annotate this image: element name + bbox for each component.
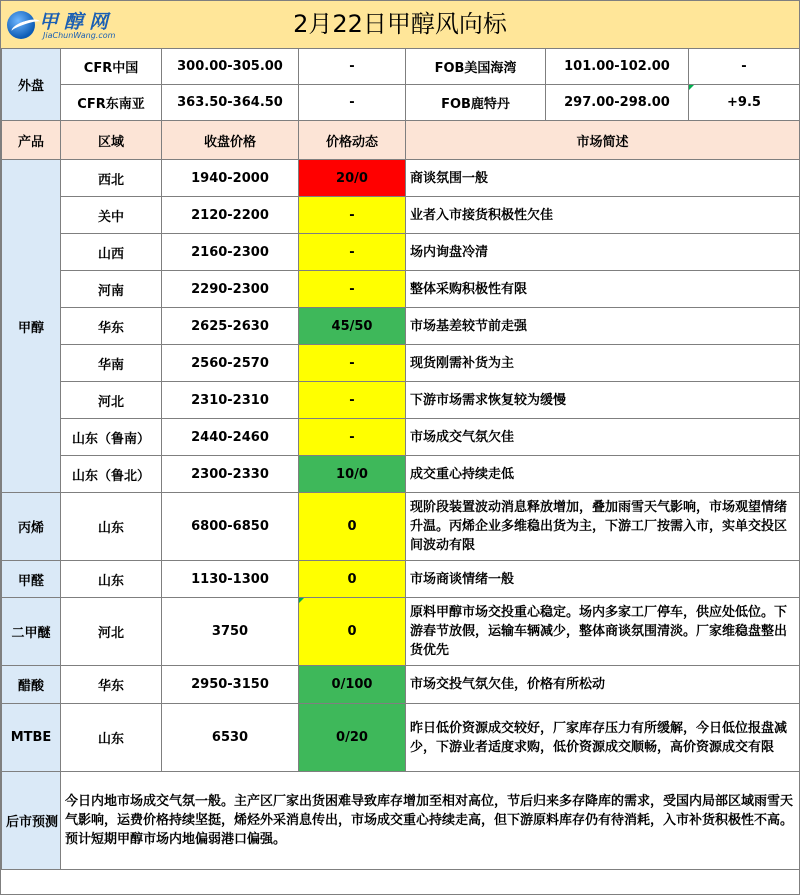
outer-row-2: [2, 85, 800, 121]
region: 华东: [61, 308, 162, 345]
summary: 整体采购积极性有限: [406, 271, 800, 308]
product-name: 二甲醚: [2, 598, 61, 666]
price-change: 0: [299, 493, 406, 561]
outer-left-change: -: [299, 85, 406, 121]
summary: 市场基差较节前走强: [406, 308, 800, 345]
price-change: 45/50: [299, 308, 406, 345]
product-row: [2, 666, 800, 704]
outer-right-price: 297.00-298.00: [546, 85, 689, 121]
price-change: 0/20: [299, 704, 406, 772]
header-row: [2, 121, 800, 160]
price: 2300-2330: [162, 456, 299, 493]
outer-left-name: CFR中国: [61, 49, 162, 85]
outer-row-1: [2, 49, 800, 85]
forecast-row: [2, 772, 800, 870]
methanol-row: [2, 271, 800, 308]
forecast-label: 后市预测: [2, 772, 61, 870]
price-change: -: [299, 382, 406, 419]
summary: 现货刚需补货为主: [406, 345, 800, 382]
region: 河南: [61, 271, 162, 308]
outer-left-price: 363.50-364.50: [162, 85, 299, 121]
summary: 业者入市接货积极性欠佳: [406, 197, 800, 234]
summary: 商谈氛围一般: [406, 160, 800, 197]
region: 河北: [61, 598, 162, 666]
product-row: [2, 493, 800, 561]
outer-right-name: FOB美国海湾: [406, 49, 546, 85]
methanol-row: [2, 197, 800, 234]
region: 山东: [61, 493, 162, 561]
summary: 下游市场需求恢复较为缓慢: [406, 382, 800, 419]
outer-right-price: 101.00-102.00: [546, 49, 689, 85]
region: 山东: [61, 561, 162, 598]
price: 3750: [162, 598, 299, 666]
page-title: 2月22日甲醇风向标: [293, 10, 507, 38]
price: 6530: [162, 704, 299, 772]
price: 2440-2460: [162, 419, 299, 456]
header-region: 区域: [61, 121, 162, 160]
product-name: 甲醛: [2, 561, 61, 598]
price: 6800-6850: [162, 493, 299, 561]
methanol-row: [2, 419, 800, 456]
region: 山东: [61, 704, 162, 772]
outer-left-price: 300.00-305.00: [162, 49, 299, 85]
title-bar: [1, 1, 799, 49]
methanol-row: [2, 382, 800, 419]
price-change: -: [299, 345, 406, 382]
forecast-text: 今日内地市场成交气氛一般。主产区厂家出货困难导致库存增加至相对高位，节后归来多存降库的需求，受国内局部区域雨雪天气影响，运费价格持续坚挺，烯烃外采消息传出，市场成交重心持续走高，但下游原料库存仍有待消耗，入市补货积极性不高。预计短期甲醇市场内地偏弱港口偏强。: [61, 772, 800, 870]
price: 1940-2000: [162, 160, 299, 197]
region: 华东: [61, 666, 162, 704]
price-change: -: [299, 419, 406, 456]
region: 山东（鲁北）: [61, 456, 162, 493]
product-name: 醋酸: [2, 666, 61, 704]
price-change: 10/0: [299, 456, 406, 493]
methanol-row: [2, 345, 800, 382]
region: 山东（鲁南）: [61, 419, 162, 456]
logo-subtitle: JiaChunWang.com: [43, 31, 116, 40]
product-name: MTBE: [2, 704, 61, 772]
summary: 市场商谈情绪一般: [406, 561, 800, 598]
outer-right-change: -: [689, 49, 800, 85]
summary: 成交重心持续走低: [406, 456, 800, 493]
region: 河北: [61, 382, 162, 419]
price-change: -: [299, 271, 406, 308]
price-change: 0: [299, 598, 406, 666]
logo: [5, 5, 125, 45]
methanol-row: [2, 308, 800, 345]
price: 2120-2200: [162, 197, 299, 234]
header-price: 收盘价格: [162, 121, 299, 160]
summary: 原料甲醇市场交投重心稳定。场内多家工厂停车，供应处低位。下游春节放假，运输车辆减少，整体商谈氛围清淡。厂家维稳盘整出货优先: [406, 598, 800, 666]
methanol-row: [2, 234, 800, 271]
header-change: 价格动态: [299, 121, 406, 160]
price-change: -: [299, 197, 406, 234]
price: 2310-2310: [162, 382, 299, 419]
header-product: 产品: [2, 121, 61, 160]
price-change: -: [299, 234, 406, 271]
price: 2290-2300: [162, 271, 299, 308]
product-row: [2, 704, 800, 772]
outer-left-change: -: [299, 49, 406, 85]
price: 2160-2300: [162, 234, 299, 271]
summary: 市场成交气氛欠佳: [406, 419, 800, 456]
price: 2625-2630: [162, 308, 299, 345]
region: 关中: [61, 197, 162, 234]
product-row: [2, 561, 800, 598]
summary: 昨日低价资源成交较好，厂家库存压力有所缓解，今日低位报盘减少，下游业者适度求购，低价资源成交顺畅，高价资源成交有限: [406, 704, 800, 772]
summary: 场内询盘冷清: [406, 234, 800, 271]
price-change: 20/0: [299, 160, 406, 197]
methanol-row: [2, 456, 800, 493]
outer-right-name: FOB鹿特丹: [406, 85, 546, 121]
header-summary: 市场简述: [406, 121, 800, 160]
methanol-product: 甲醇: [2, 160, 61, 493]
outer-right-change: +9.5: [689, 85, 800, 121]
product-row: [2, 598, 800, 666]
logo-text: 甲醇网: [39, 11, 115, 33]
outer-label: 外盘: [2, 49, 61, 121]
summary: 现阶段装置波动消息释放增加，叠加雨雪天气影响，市场观望情绪升温。丙烯企业多维稳出货为主，下游工厂按需入市，实单交投区间波动有限: [406, 493, 800, 561]
region: 西北: [61, 160, 162, 197]
price: 2560-2570: [162, 345, 299, 382]
price: 2950-3150: [162, 666, 299, 704]
price-change: 0: [299, 561, 406, 598]
price-table: [1, 48, 800, 870]
region: 山西: [61, 234, 162, 271]
methanol-row: [2, 160, 800, 197]
price-change: 0/100: [299, 666, 406, 704]
summary: 市场交投气氛欠佳，价格有所松动: [406, 666, 800, 704]
product-name: 丙烯: [2, 493, 61, 561]
price: 1130-1300: [162, 561, 299, 598]
region: 华南: [61, 345, 162, 382]
outer-left-name: CFR东南亚: [61, 85, 162, 121]
